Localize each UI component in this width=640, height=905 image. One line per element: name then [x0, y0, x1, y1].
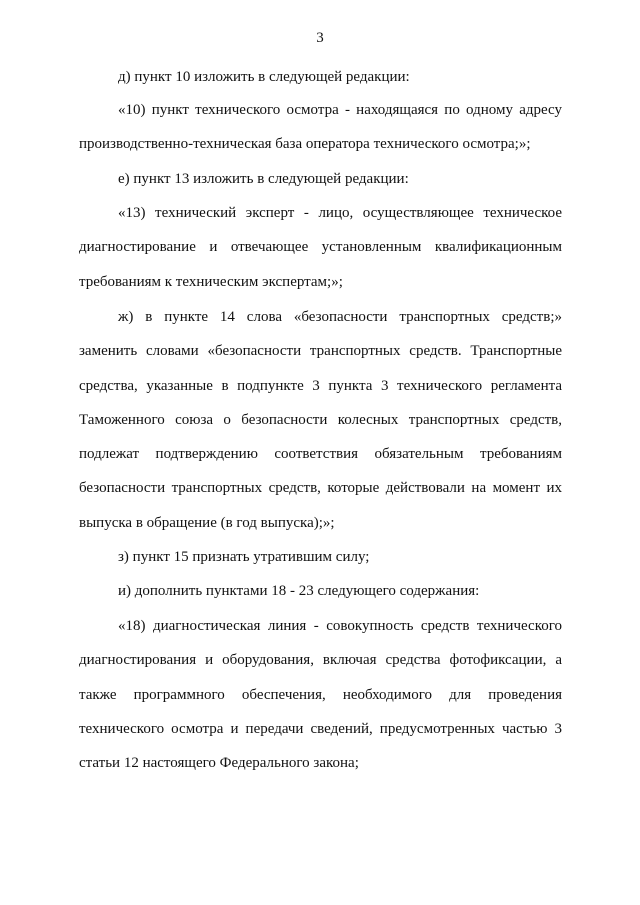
text-line: заменить словами «безопасности транспортных средств. Транспортные: [79, 343, 562, 360]
text-line: требованиям к техническим экспертам;»;: [79, 273, 343, 290]
text-line: «10) пункт технического осмотра - находящаяся по одному адресу: [118, 102, 562, 118]
page-number: 3: [316, 30, 324, 46]
text-line: выпуска в обращение (в год выпуска);»;: [79, 514, 335, 531]
text-line: е) пункт 13 изложить в следующей редакции:: [118, 171, 409, 187]
paragraph-zh: [79, 300, 562, 540]
text-line: «13) технический эксперт - лицо, осуществляющее техническое: [118, 205, 562, 221]
text-line: подлежат подтверждению соответствия обязательным требованиям: [79, 446, 562, 463]
text-line: технического осмотра и передачи сведений, предусмотренных частью 3: [79, 720, 562, 737]
text-line: диагностирование и отвечающее установленным квалификационным: [79, 239, 562, 256]
text-line: диагностирования и оборудования, включая средства фотофиксации, а: [79, 652, 562, 669]
paragraph-z: [79, 540, 562, 574]
text-line: также программного обеспечения, необходимого для проведения: [79, 686, 562, 703]
paragraph-item-18: [79, 609, 562, 780]
text-line: статьи 12 настоящего Федерального закона;: [79, 755, 359, 772]
text-line: и) дополнить пунктами 18 - 23 следующего содержания:: [118, 583, 480, 599]
text-line: «18) диагностическая линия - совокупность средств технического: [118, 618, 562, 634]
text-line: производственно-техническая база оператора технического осмотра;»;: [79, 136, 531, 153]
paragraph-e: [79, 162, 562, 196]
paragraph-item-10: [79, 93, 562, 162]
text-line: безопасности транспортных средств, которые действовали на момент их: [79, 480, 562, 497]
paragraph-item-13: [79, 196, 562, 299]
text-line: Таможенного союза о безопасности колесных транспортных средств,: [79, 411, 562, 428]
paragraph-i: [79, 574, 562, 608]
text-line: средства, указанные в подпункте 3 пункта 3 технического регламента: [79, 377, 562, 394]
text-line: з) пункт 15 признать утратившим силу;: [118, 549, 370, 565]
paragraph-d: [79, 60, 562, 94]
text-line: д) пункт 10 изложить в следующей редакции:: [118, 69, 410, 85]
text-line: ж) в пункте 14 слова «безопасности транспортных средств;»: [118, 309, 562, 325]
